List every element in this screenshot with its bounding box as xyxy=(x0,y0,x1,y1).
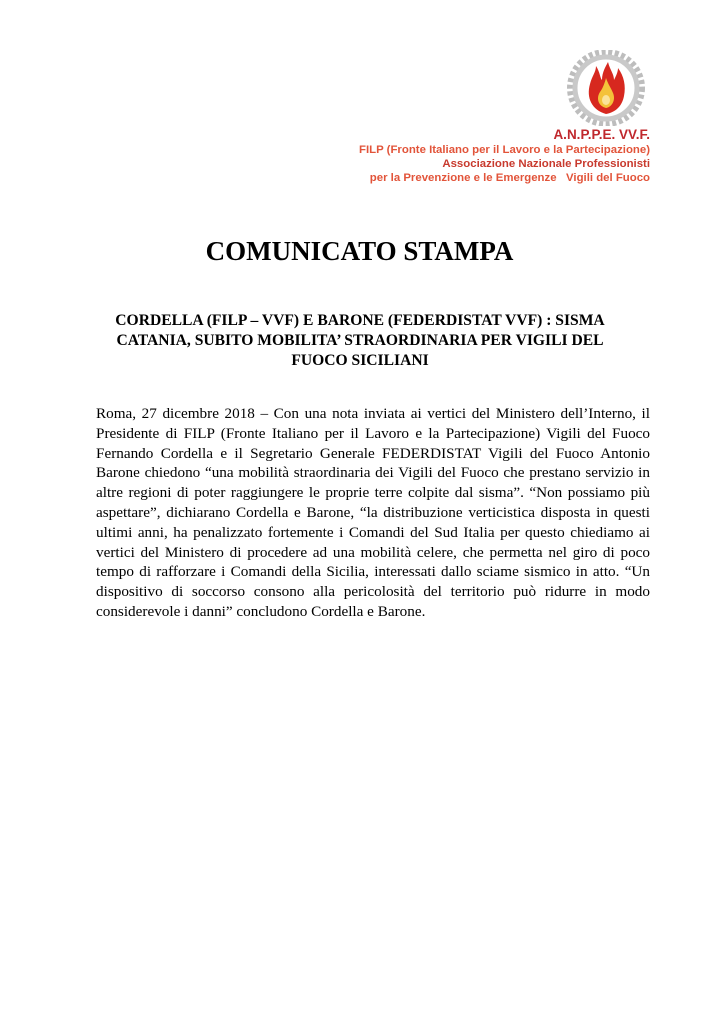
organization-line-prevenzione: per la Prevenzione e le Emergenze Vigili del Fuoco xyxy=(369,172,650,184)
press-body-paragraph: Roma, 27 dicembre 2018 – Con una nota inviata ai vertici del Ministero dell’Interno, il Presidente di FILP (Fronte Italiano per il Lavoro e la Partecipazione) Vigili del Fuoco Fernando Cordella e il Segretario Generale FEDERDISTAT Vigili del Fuoco Antonio Barone chiedono “una mobilità straordinaria dei Vigili del Fuoco che prestano servizio in altre regioni di poter raggiungere le proprie terre colpite dal sisma”. “Non possiamo più aspettare”, dichiarano Cordella e Barone, “la distribuzione verticistica disposta in questi ultimi anni, ha penalizzato fortemente i Comandi del Sud Italia per questo chiediamo ai vertici del Ministero di procedere ad una mobilità celere, che permetta nel giro di poco tempo di rafforzare i Comandi della Sicilia, interessati dallo sciame sismico in atto. “Un dispositivo di soccorso consono alla pericolosità del territorio può ridurre in modo considerevole i danni” concludono Cordella e Barone. xyxy=(96,405,650,620)
press-headline xyxy=(90,311,630,371)
organization-info xyxy=(359,127,650,185)
anppe-logo-icon xyxy=(566,50,646,126)
headline-line: CATANIA, SUBITO MOBILITA’ STRAORDINARIA PER VIGILI DEL xyxy=(116,332,604,349)
organization-line-associazione: Associazione Nazionale Professionisti xyxy=(442,158,650,170)
document-title: COMUNICATO STAMPA xyxy=(205,236,514,266)
organization-name: A.N.P.P.E. VV.F. xyxy=(553,127,650,142)
organization-line-filp: FILP (Fronte Italiano per il Lavoro e la Partecipazione) xyxy=(359,144,650,156)
headline-line: FUOCO SICILIANI xyxy=(291,352,429,369)
headline-line: CORDELLA (FILP – VVF) E BARONE (FEDERDISTAT VVF) : SISMA xyxy=(115,312,605,329)
